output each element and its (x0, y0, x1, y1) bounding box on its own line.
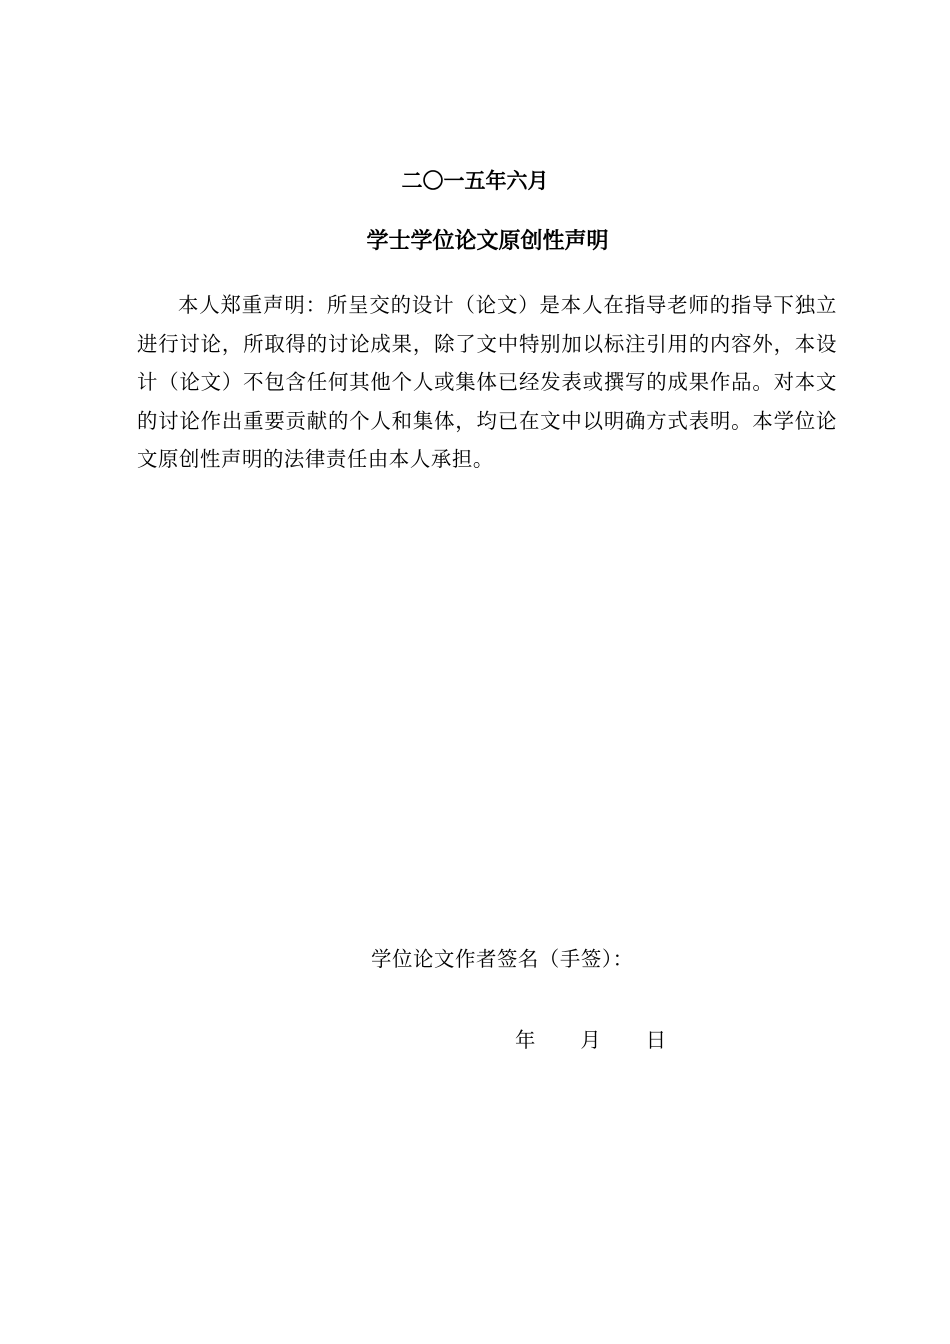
declaration-body: 本人郑重声明：所呈交的设计（论文）是本人在指导老师的指导下独立进行讨论，所取得的讨论成果，除了文中特别加以标注引用的内容外，本设计（论文）不包含任何其他个人或集体已经发表或撰写的成果作品。对本文的讨论作出重要贡献的个人和集体，均已在文中以明确方式表明。本学位论文原创性声明的法律责任由本人承担。 (137, 293, 837, 472)
date-day-label: 日 (645, 1028, 667, 1052)
date-heading: 二〇一五年六月 (401, 169, 549, 193)
declaration-title: 学士学位论文原创性声明 (366, 229, 609, 254)
date-year-label: 年 (515, 1028, 536, 1052)
date-month-label: 月 (580, 1028, 601, 1052)
signature-date (515, 1025, 666, 1055)
signature-label: 学位论文作者签名（手签）： (371, 947, 634, 971)
